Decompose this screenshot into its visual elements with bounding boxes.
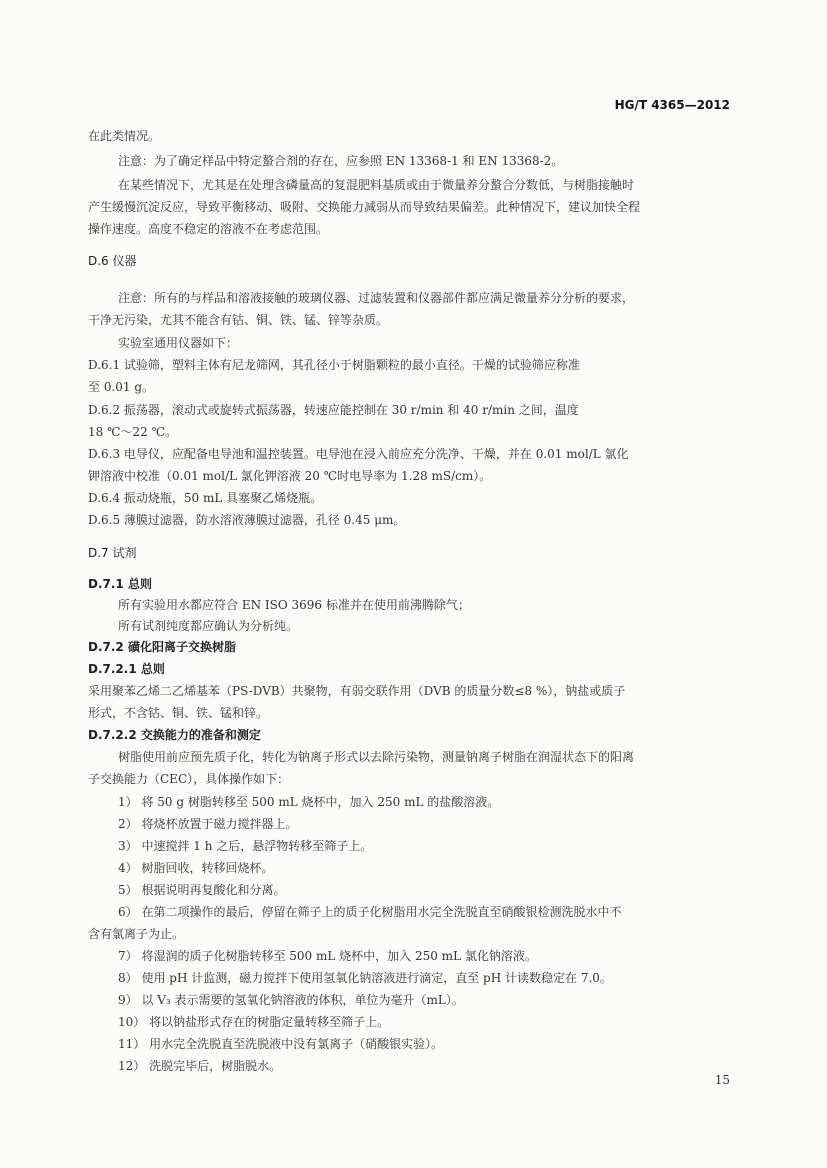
note-line: 干净无污染，尤其不能含有钴、铜、铁、锰、锌等杂质。 xyxy=(88,313,389,327)
note-line: 注意：为了确定样品中特定螯合剂的存在，应参照 EN 13368-1 和 EN 13368-2。 xyxy=(118,154,564,168)
section-heading-d7: D.7 试剂 xyxy=(88,546,137,560)
section-heading-d6: D.6 仪器 xyxy=(88,254,137,268)
text-line: 形式，不含钴、铜、铁、锰和锌。 xyxy=(88,706,269,720)
item-d62: D.6.2 振荡器，滚动式或旋转式振荡器，转速应能控制在 30 r/min 和 40 r/min 之间，温度 xyxy=(88,403,579,417)
item-d63-cont: 钾溶液中校准（0.01 mol/L 氯化钾溶液 20 ℃时电导率为 1.28 mS/cm）。 xyxy=(88,469,492,483)
text-line: 在此类情况。 xyxy=(88,129,161,143)
step-item: 6） 在第二项操作的最后，停留在筛子上的质子化树脂用水完全洗脱直至硝酸银检测洗脱水中不 xyxy=(118,905,622,919)
note-line: 注意：所有的与样品和溶液接触的玻璃仪器、过滤装置和仪器部件都应满足微量养分分析的要求， xyxy=(118,291,635,305)
step-item: 12） 洗脱完毕后，树脂脱水。 xyxy=(118,1059,282,1073)
text-line: 采用聚苯乙烯二乙烯基苯（PS-DVB）共聚物，有弱交联作用（DVB 的质量分数≤8 %），钠盐或质子 xyxy=(88,684,626,698)
subsection-heading-d721: D.7.2.1 总则 xyxy=(88,662,165,676)
item-d61-cont: 至 0.01 g。 xyxy=(88,380,155,394)
text-line: 所有试剂纯度都应确认为分析纯。 xyxy=(118,619,299,633)
step-item: 7） 将湿润的质子化树脂转移至 500 mL 烧杯中，加入 250 mL 氯化钠溶液。 xyxy=(118,949,537,963)
step-item: 11） 用水完全洗脱直至洗脱液中没有氯离子（硝酸银实验）。 xyxy=(118,1037,444,1051)
step-item: 1） 将 50 g 树脂转移至 500 mL 烧杯中，加入 250 mL 的盐酸溶液。 xyxy=(118,795,500,809)
text-line: 树脂使用前应预先质子化，转化为钠离子形式以去除污染物，测量钠离子树脂在润湿状态下的阳离 xyxy=(118,750,635,764)
text-line: 子交换能力（CEC），具体操作如下： xyxy=(88,772,290,786)
step-item-cont: 含有氯离子为止。 xyxy=(88,927,185,941)
text-line: 所有实验用水都应符合 EN ISO 3696 标准并在使用前沸腾除气； xyxy=(118,598,470,612)
step-item: 8） 使用 pH 计监测，磁力搅拌下使用氢氧化钠溶液进行滴定，直至 pH 计读数稳定在 7.0。 xyxy=(118,971,612,985)
item-d65: D.6.5 薄膜过滤器，防水溶液薄膜过滤器，孔径 0.45 μm。 xyxy=(88,513,406,527)
text-line: 实验室通用仪器如下： xyxy=(118,336,239,350)
subsection-heading-d72: D.7.2 磺化阳离子交换树脂 xyxy=(88,640,236,654)
item-d63: D.6.3 电导仪，应配备电导池和温控装置。电导池在浸入前应充分洗净、干燥，并在 0.01 mol/L 氯化 xyxy=(88,447,629,461)
text-line: 操作速度。高度不稳定的溶液不在考虑范围。 xyxy=(88,222,329,236)
step-item: 4） 树脂回收，转移回烧杯。 xyxy=(118,861,274,875)
step-item: 2） 将烧杯放置于磁力搅拌器上。 xyxy=(118,817,298,831)
step-item: 9） 以 V₃ 表示需要的氢氧化钠溶液的体积，单位为毫升（mL）。 xyxy=(118,993,464,1007)
step-item: 5） 根据说明再复酸化和分离。 xyxy=(118,883,286,897)
item-d61: D.6.1 试验筛，塑料主体有尼龙筛网，其孔径小于树脂颗粒的最小直径。干燥的试验筛应称准 xyxy=(88,358,580,372)
text-line: 在某些情况下，尤其是在处理含磷量高的复混肥料基质或由于微量养分螯合分数低，与树脂接触时 xyxy=(118,178,635,192)
page-number: 15 xyxy=(714,1073,730,1087)
subsection-heading-d722: D.7.2.2 交换能力的准备和测定 xyxy=(88,728,261,742)
subsection-heading-d71: D.7.1 总则 xyxy=(88,577,152,591)
item-d62-cont: 18 ℃～22 ℃。 xyxy=(88,425,178,439)
item-d64: D.6.4 振动烧瓶，50 mL 具塞聚乙烯烧瓶。 xyxy=(88,491,323,505)
text-line: 产生缓慢沉淀反应，导致平衡移动、吸附、交换能力减弱从而导致结果偏差。此种情况下，建议加快全程 xyxy=(88,200,641,214)
standard-code: HG/T 4365—2012 xyxy=(614,98,730,112)
step-item: 10） 将以钠盐形式存在的树脂定量转移至筛子上。 xyxy=(118,1015,390,1029)
step-item: 3） 中速搅拌 1 h 之后，悬浮物转移至筛子上。 xyxy=(118,839,373,853)
